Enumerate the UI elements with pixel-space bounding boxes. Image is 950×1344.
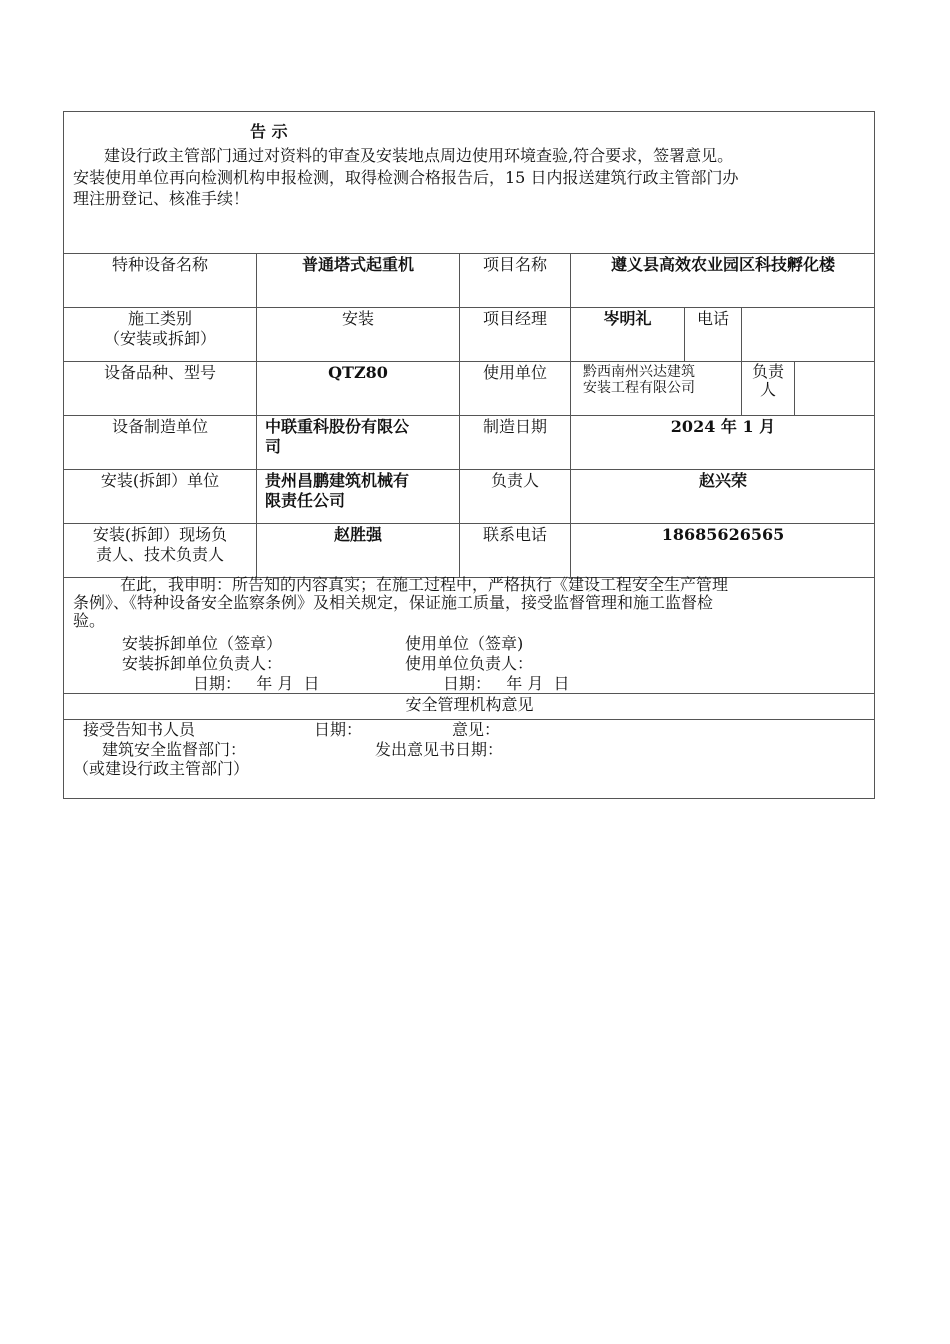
value-project-name: 遵义县高效农业园区科技孵化楼 [610, 255, 835, 274]
value-user-unit-line2: 安装工程有限公司 [583, 380, 695, 396]
label-user-unit: 使用单位 [482, 363, 547, 382]
label-person-in-charge-line2: 人 [759, 380, 776, 399]
value-install-unit [265, 470, 459, 511]
label-site-head [64, 524, 256, 565]
declaration-line-1: 在此，我申明：所告知的内容真实；在施工过程中，严格执行《建设工程安全生产管理 [120, 575, 729, 594]
label-person-in-charge [742, 362, 794, 399]
notice-title: 告 示 [250, 122, 288, 141]
label-manufacture-date: 制造日期 [482, 417, 547, 436]
use-date: 日期： 年 月 日 [443, 674, 570, 693]
notice-line-2: 安装使用单位再向检测机构申报检测，取得检测合格报告后，15 日内报送建筑行政主管部门办 [73, 168, 739, 187]
opinion-label: 意见： [452, 720, 501, 739]
notice-form [63, 111, 875, 799]
value-construction-type: 安装 [341, 309, 374, 328]
label-site-head-line1: 安装(拆卸）现场负 [92, 525, 228, 544]
value-equipment-name: 普通塔式起重机 [301, 255, 414, 274]
value-site-head: 赵胜强 [333, 525, 382, 544]
install-date: 日期： 年 月 日 [193, 674, 320, 693]
value-user-unit-line1: 黔西南州兴达建筑 [583, 364, 695, 380]
issue-date-label: 发出意见书日期： [375, 740, 504, 759]
value-install-unit-line2: 限责任公司 [265, 491, 346, 510]
label-construction-type-line1: 施工类别 [127, 309, 192, 328]
notice-line-3: 理注册登记、核准手续！ [73, 189, 250, 208]
receiver-label: 接受告知书人员 [83, 720, 196, 739]
label-phone: 电话 [696, 309, 729, 328]
label-construction-type [64, 308, 256, 349]
declaration-line-3: 验。 [73, 611, 106, 630]
col-divider [794, 361, 795, 415]
label-person-in-charge-line1: 负责 [751, 362, 784, 381]
install-unit-seal: 安装拆卸单位（签章） [122, 634, 283, 653]
alt-dept-label: （或建设行政主管部门） [73, 759, 250, 778]
label-project-manager: 项目经理 [482, 309, 547, 328]
label-equipment-model: 设备品种、型号 [103, 363, 216, 382]
value-contact-phone: 18685626565 [661, 525, 785, 544]
use-unit-head: 使用单位负责人： [405, 654, 534, 673]
value-phone [742, 308, 875, 309]
value-equipment-model: QTZ80 [328, 363, 388, 382]
label-site-head-line2: 责人、技术负责人 [95, 545, 224, 564]
value-manufacture-date: 2024 年 1 月 [670, 417, 776, 436]
label-install-head: 负责人 [490, 471, 539, 490]
safety-title: 安全管理机构意见 [405, 695, 534, 714]
value-user-unit [583, 364, 741, 396]
install-unit-head: 安装拆卸单位负责人： [122, 654, 283, 673]
safety-dept-label: 建筑安全监督部门： [102, 740, 247, 759]
value-person-in-charge [795, 362, 875, 363]
value-project-manager: 岑明礼 [603, 309, 652, 328]
label-install-unit: 安装(拆卸）单位 [100, 471, 220, 490]
use-unit-seal: 使用单位（签章) [405, 634, 524, 653]
label-project-name: 项目名称 [482, 255, 547, 274]
label-contact-phone: 联系电话 [482, 525, 547, 544]
value-install-unit-line1: 贵州昌鹏建筑机械有 [265, 471, 410, 490]
label-construction-type-line2: （安装或拆卸） [103, 329, 216, 348]
declaration-line-2: 条例》、《特种设备安全监察条例》及相关规定，保证施工质量，接受监督管理和施工监督检 [73, 593, 714, 612]
value-install-head: 赵兴荣 [698, 471, 747, 490]
value-manufacturer [265, 416, 459, 457]
label-manufacturer: 设备制造单位 [111, 417, 208, 436]
notice-line-1: 建设行政主管部门通过对资料的审查及安装地点周边使用环境查验,符合要求，签署意见。 [104, 146, 734, 165]
value-manufacturer-line2: 司 [265, 437, 282, 456]
value-manufacturer-line1: 中联重科股份有限公 [265, 417, 410, 436]
receive-date-label: 日期： [314, 720, 363, 739]
label-equipment-name: 特种设备名称 [111, 255, 208, 274]
